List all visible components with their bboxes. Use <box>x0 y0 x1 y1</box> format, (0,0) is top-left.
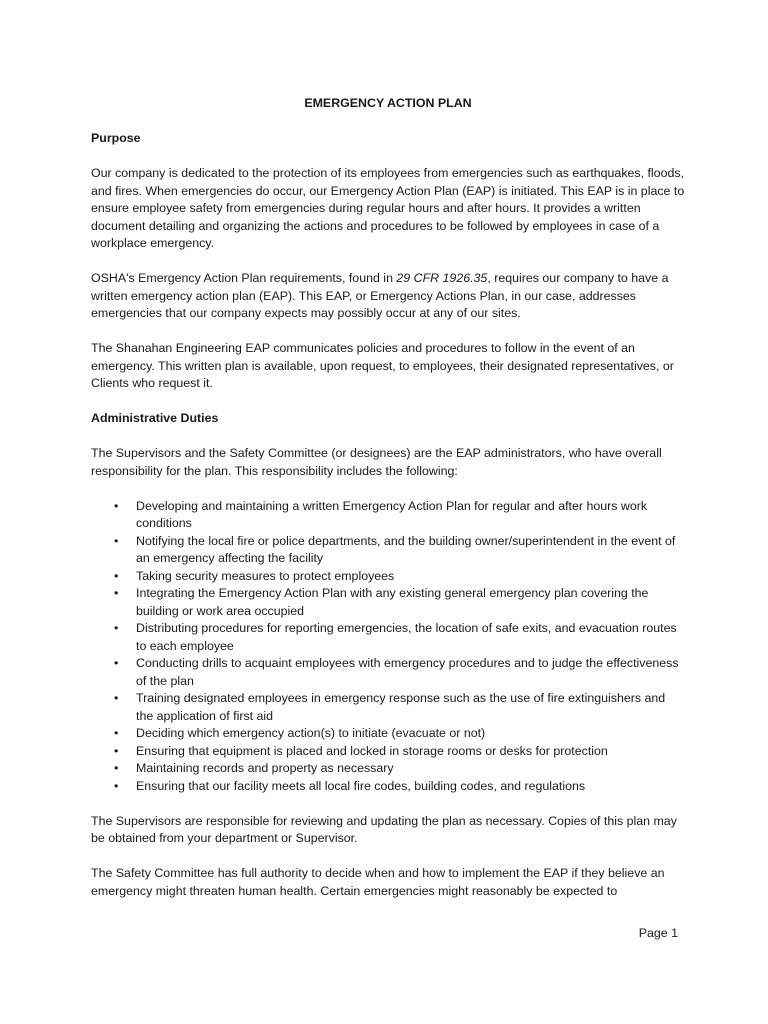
list-item <box>91 620 685 655</box>
list-item <box>91 498 685 533</box>
safety-committee-paragraph: The Safety Committee has full authority to decide when and how to implement the EAP if they believe an emergency might threaten human health. Certain emergencies might reasonably be expected to <box>91 866 665 898</box>
list-item <box>91 585 685 620</box>
list-item <box>91 725 685 743</box>
bullet-icon: • <box>114 743 119 758</box>
list-item-text: Taking security measures to protect employees <box>136 568 395 583</box>
osha-citation: 29 CFR 1926.35 <box>396 271 488 285</box>
shanahan-paragraph: The Shanahan Engineering EAP communicates policies and procedures to follow in the event of an emergency. This written plan is available, upon request, to employees, their designated representatives, or Clients who request it. <box>91 341 674 390</box>
list-item-text: Ensuring that equipment is placed and locked in storage rooms or desks for protection <box>136 743 608 758</box>
list-item-text: Integrating the Emergency Action Plan with any existing general emergency plan covering the building or work area occupied <box>136 586 649 618</box>
page-number: Page 1 <box>638 926 678 940</box>
list-item <box>91 760 685 778</box>
duties-list <box>91 498 685 796</box>
bullet-icon: • <box>114 778 119 793</box>
bullet-icon: • <box>114 691 119 705</box>
list-item-text: Ensuring that our facility meets all local fire codes, building codes, and regulations <box>136 778 586 793</box>
list-item <box>91 655 685 690</box>
osha-text-end: , requires our company to have a written emergency action plan (EAP). This EAP, or Emergency Actions Plan, in our case, addresses emergencies that our company expects may possibly occur at any of our sites. <box>91 271 669 320</box>
list-item-text: Developing and maintaining a written Emergency Action Plan for regular and after hours work conditions <box>136 498 648 530</box>
document-body <box>91 95 685 918</box>
purpose-paragraph: Our company is dedicated to the protection of its employees from emergencies such as earthquakes, floods, and fires. When emergencies do occur, our Emergency Action Plan (EAP) is initiated. This EAP is in place to ensure employee safety from emergencies during regular hours and after hours. It provides a written document detailing and organizing the actions and procedures to be followed by employees in case of a workplace emergency. <box>91 166 685 250</box>
list-item-text: Notifying the local fire or police departments, and the building owner/superintendent in the event of an emergency affecting the facility <box>136 533 676 565</box>
list-item <box>91 690 685 725</box>
osha-text-start: OSHA's Emergency Action Plan requirements, found in <box>91 271 397 285</box>
bullet-icon: • <box>114 761 119 775</box>
list-item-text: Maintaining records and property as necessary <box>136 761 394 775</box>
bullet-icon: • <box>114 621 119 635</box>
bullet-icon: • <box>114 586 119 600</box>
bullet-icon: • <box>114 726 119 740</box>
bullet-icon: • <box>114 498 119 513</box>
list-item-text: Conducting drills to acquaint employees with emergency procedures and to judge the effectiveness of the plan <box>136 656 679 688</box>
bullet-icon: • <box>114 568 119 583</box>
administrative-duties-paragraph: The Supervisors and the Safety Committee (or designees) are the EAP administrators, who have overall responsibility for the plan. This responsibility includes the following: <box>91 446 662 478</box>
bullet-icon: • <box>114 533 119 548</box>
administrative-duties-heading: Administrative Duties <box>91 411 219 425</box>
list-item <box>91 743 685 761</box>
list-item <box>91 568 685 586</box>
list-item-text: Training designated employees in emergency response such as the use of fire extinguishers and the application of first aid <box>136 691 666 723</box>
list-item-text: Deciding which emergency action(s) to initiate (evacuate or not) <box>136 726 486 740</box>
list-item <box>91 778 685 796</box>
list-item <box>91 533 685 568</box>
purpose-heading: Purpose <box>91 131 141 145</box>
list-item-text: Distributing procedures for reporting emergencies, the location of safe exits, and evacuation routes to each employee <box>136 621 677 653</box>
bullet-icon: • <box>114 656 119 670</box>
supervisors-paragraph: The Supervisors are responsible for reviewing and updating the plan as necessary. Copies of this plan may be obtained from your department or Supervisor. <box>91 813 677 845</box>
document-title: EMERGENCY ACTION PLAN <box>304 96 472 110</box>
osha-paragraph <box>91 270 685 323</box>
